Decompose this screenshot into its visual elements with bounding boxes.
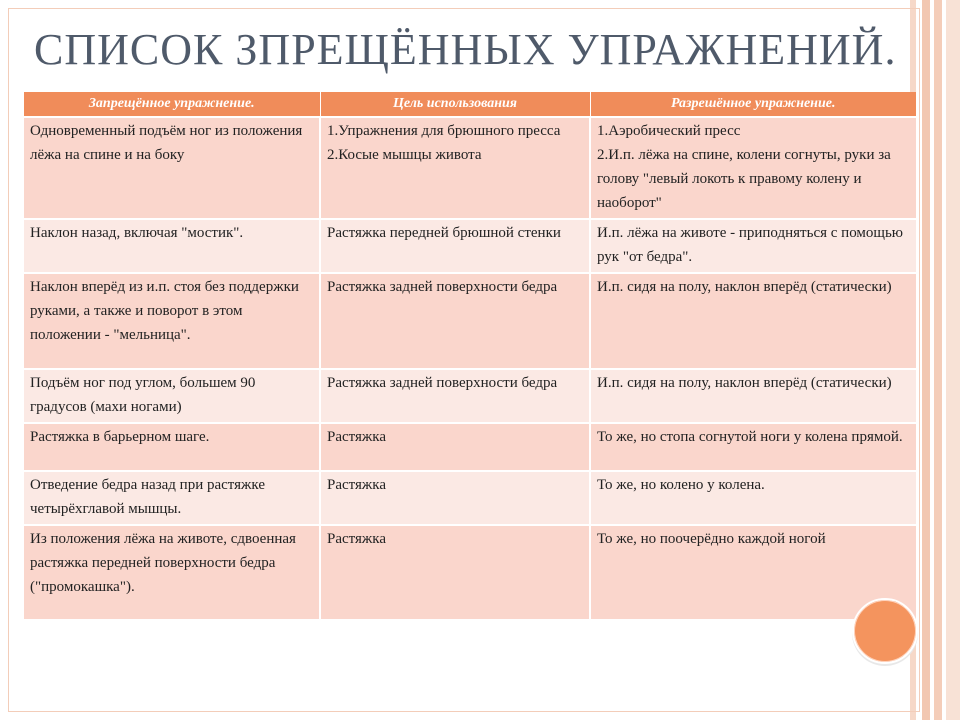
table-row (24, 117, 916, 219)
purpose-cell: Растяжка (320, 423, 590, 471)
forbidden-cell: Подъём ног под углом, большем 90 градусов (махи ногами) (24, 369, 320, 423)
table-header-row (24, 92, 916, 117)
allowed-cell: И.п. сидя на полу, наклон вперёд (статически) (590, 369, 916, 423)
table-row (24, 219, 916, 273)
header-forbidden: Запрещённое упражнение. (24, 92, 320, 117)
forbidden-cell: Из положения лёжа на животе, сдвоенная растяжка передней поверхности бедра ("промокашка"). (24, 525, 320, 619)
purpose-cell: Растяжка (320, 471, 590, 525)
forbidden-cell: Растяжка в барьерном шаге. (24, 423, 320, 471)
purpose-cell: Растяжка задней поверхности бедра (320, 369, 590, 423)
allowed-cell: И.п. сидя на полу, наклон вперёд (статически) (590, 273, 916, 369)
purpose-cell: 1.Упражнения для брюшного пресса 2.Косые мышцы живота (320, 117, 590, 219)
table-row (24, 273, 916, 369)
allowed-cell: 1.Аэробический пресс 2.И.п. лёжа на спине, колени согнуты, руки за голову "левый локоть к правому колену и наоборот" (590, 117, 916, 219)
forbidden-cell: Отведение бедра назад при растяжке четырёхглавой мышцы. (24, 471, 320, 525)
table-row (24, 423, 916, 471)
purpose-cell: Растяжка (320, 525, 590, 619)
table-row (24, 369, 916, 423)
forbidden-cell: Наклон назад, включая "мостик". (24, 219, 320, 273)
purpose-cell: Растяжка передней брюшной стенки (320, 219, 590, 273)
forbidden-cell: Одновременный подъём ног из положения лёжа на спине и на боку (24, 117, 320, 219)
table-row (24, 471, 916, 525)
allowed-cell: То же, но поочерёдно каждой ногой (590, 525, 916, 619)
decorative-circle (852, 598, 918, 664)
allowed-cell: И.п. лёжа на животе - приподняться с помощью рук "от бедра". (590, 219, 916, 273)
allowed-cell: То же, но колено у колена. (590, 471, 916, 525)
header-allowed: Разрешённое упражнение. (590, 92, 916, 117)
table-row (24, 525, 916, 619)
exercise-table (24, 92, 916, 619)
purpose-cell: Растяжка задней поверхности бедра (320, 273, 590, 369)
forbidden-cell: Наклон вперёд из и.п. стоя без поддержки руками, а также и поворот в этом положении - "мельница". (24, 273, 320, 369)
header-purpose: Цель использования (320, 92, 590, 117)
slide-title: СПИСОК ЗПРЕЩЁННЫХ УПРАЖНЕНИЙ. (34, 25, 897, 74)
allowed-cell: То же, но стопа согнутой ноги у колена прямой. (590, 423, 916, 471)
